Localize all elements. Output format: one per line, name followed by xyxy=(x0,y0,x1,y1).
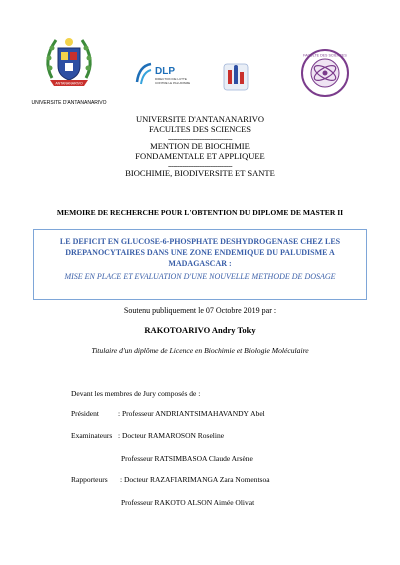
thesis-title-line1: LE DEFICIT EN GLUCOSE-6-PHOSPHATE DESHYDROGENASE CHEZ LES xyxy=(59,237,341,246)
rapporteur-2: Professeur RAKOTO ALSON Aimée Olivat xyxy=(121,498,255,507)
examiners-role: Examinateurs xyxy=(71,431,113,440)
faculty-name: FACULTES DES SCIENCES xyxy=(148,124,252,134)
university-logo xyxy=(38,30,100,100)
dlp-sub1: DIRECTION DE LUTTE xyxy=(155,77,187,81)
dlp-name: DLP xyxy=(155,66,175,77)
header-separator: ----------------------------------- xyxy=(167,135,233,143)
dlp-sub2: CONTRE LE PALUDISME xyxy=(155,81,191,85)
lab-emblem-logo xyxy=(222,62,250,92)
mention-line2: FONDAMENTALE ET APPLIQUEE xyxy=(135,151,265,161)
memoir-title: MEMOIRE DE RECHERCHE POUR L'OBTENTION DU DIPLOME DE MASTER II xyxy=(56,208,344,217)
faculty-logo-text: FACULTE DES SCIENCES xyxy=(303,53,347,58)
jury-intro: Devant les membres de Jury composés de : xyxy=(71,389,201,398)
defense-date: Soutenu publiquement le 07 Octobre 2019 par : xyxy=(123,306,277,315)
university-logo-label: UNIVERSITE D'ANTANANARIVO xyxy=(31,100,107,106)
specialty: BIOCHIMIE, BIODIVERSITE ET SANTE xyxy=(125,168,275,178)
thesis-subtitle: MISE EN PLACE ET EVALUATION D'UNE NOUVELLE METHODE DE DOSAGE xyxy=(64,272,336,281)
president-name: : Professeur ANDRIANTSIMAHAVANDY Abel xyxy=(118,409,265,418)
thesis-title-box xyxy=(33,229,367,300)
author-name: RAKOTOARIVO Andry Toky xyxy=(144,325,256,335)
examiner-1: : Docteur RAMAROSON Roseline xyxy=(118,431,225,440)
university-ribbon-text: ANTANANARIVO xyxy=(55,81,83,86)
dlp-logo xyxy=(135,62,195,86)
thesis-title-line3: MADAGASCAR : xyxy=(168,259,232,268)
thesis-title-line2: DREPANOCYTAIRES DANS UNE ZONE ENDEMIQUE DU PALUDISME A xyxy=(65,248,335,257)
rapporteur-1: : Docteur RAZAFIARIMANGA Zara Nomentsoa xyxy=(120,475,270,484)
header-separator-2: ----------------------------------- xyxy=(167,162,233,170)
mention-line1: MENTION DE BIOCHIMIE xyxy=(150,141,250,151)
author-degree: Titulaire d'un diplôme de Licence en Biochimie et Biologie Moléculaire xyxy=(91,346,309,355)
rapporteurs-role: Rapporteurs xyxy=(71,475,108,484)
president-role: Président xyxy=(71,409,99,418)
university-name: UNIVERSITE D'ANTANANARIVO xyxy=(135,114,265,124)
examiner-2: Professeur RATSIMBASOA Claude Arsène xyxy=(121,454,253,463)
faculty-of-sciences-logo xyxy=(300,48,350,98)
